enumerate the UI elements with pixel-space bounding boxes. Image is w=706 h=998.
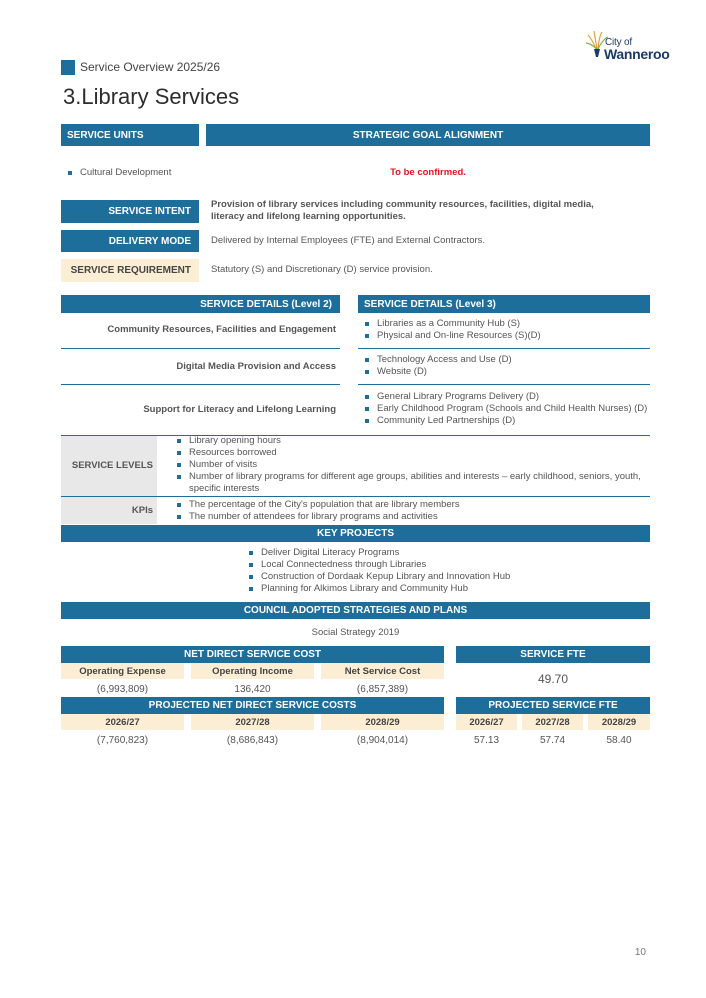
projected-fte-value-1: 57.13 <box>473 735 500 746</box>
service-fte-heading: SERVICE FTE <box>456 646 650 663</box>
strategic-goal-value: To be confirmed. <box>390 167 466 178</box>
page-title: 3.Library Services <box>63 84 240 109</box>
net-cost-header-net: Net Service Cost <box>321 663 444 679</box>
projected-cost-value-3: (8,904,014) <box>356 735 409 746</box>
service-overview-label: Service Overview 2025/26 <box>61 59 220 75</box>
delivery-mode-value: Delivered by Internal Employees (FTE) and External Contractors. <box>211 235 486 246</box>
list-item: Resources borrowed <box>175 447 645 459</box>
key-projects-heading: KEY PROJECTS <box>61 525 650 542</box>
projected-fte-value-3: 58.40 <box>606 735 632 746</box>
kpis-label: KPIs <box>131 505 153 516</box>
service-intent-label: SERVICE INTENT <box>61 200 199 223</box>
list-item: Early Childhood Program (Schools and Child Health Nurses) (D) <box>363 403 647 415</box>
list-item: General Library Programs Delivery (D) <box>363 391 647 403</box>
net-cost-header-expense: Operating Expense <box>61 663 184 679</box>
net-cost-value-income: 136,420 <box>234 684 271 695</box>
strategic-goal-heading: STRATEGIC GOAL ALIGNMENT <box>206 124 650 146</box>
list-item: Number of visits <box>175 459 645 471</box>
list-item: Website (D) <box>363 366 512 378</box>
projected-fte-header-1: 2026/27 <box>456 714 517 730</box>
list-item: Planning for Alkimos Library and Community Hub <box>247 583 510 595</box>
list-item: The percentage of the City's population that are library members <box>175 499 460 511</box>
projected-fte-header-3: 2028/29 <box>588 714 650 730</box>
service-levels-label: SERVICE LEVELS <box>71 460 153 471</box>
list-item: Construction of Dordaak Kepup Library and Innovation Hub <box>247 571 510 583</box>
list-item: Local Connectedness through Libraries <box>247 559 510 571</box>
divider <box>358 348 650 349</box>
projected-fte-value-2: 57.74 <box>539 735 566 746</box>
projected-cost-value-2: (8,686,843) <box>226 735 279 746</box>
details-level3-list-1 <box>363 318 541 342</box>
details-level2-row-2: Digital Media Provision and Access <box>176 361 336 372</box>
list-item: Libraries as a Community Hub (S) <box>363 318 541 330</box>
square-marker-icon <box>61 60 75 75</box>
details-level3-list-2 <box>363 354 512 378</box>
service-requirement-value: Statutory (S) and Discretionary (D) service provision. <box>211 264 433 275</box>
divider <box>358 384 650 385</box>
details-level3-list-3 <box>363 391 647 427</box>
projected-cost-header-2: 2027/28 <box>191 714 314 730</box>
service-levels-list <box>175 435 645 495</box>
kpis-list <box>175 499 460 523</box>
details-level2-row-3: Support for Literacy and Lifelong Learning <box>143 404 336 415</box>
projected-fte-heading: PROJECTED SERVICE FTE <box>456 697 650 714</box>
list-item: Number of library programs for different age groups, abilities and interests – early childhood, seniors, youth, specific interests <box>175 471 645 495</box>
divider <box>61 348 340 349</box>
service-fte-value: 49.70 <box>537 672 569 686</box>
projected-cost-header-1: 2026/27 <box>61 714 184 730</box>
projected-cost-header-3: 2028/29 <box>321 714 444 730</box>
service-units-heading: SERVICE UNITS <box>61 124 199 146</box>
net-cost-heading: NET DIRECT SERVICE COST <box>61 646 444 663</box>
service-units-list <box>66 167 171 179</box>
projected-cost-value-1: (7,760,823) <box>96 735 149 746</box>
projected-cost-heading: PROJECTED NET DIRECT SERVICE COSTS <box>61 697 444 714</box>
projected-fte-header-2: 2027/28 <box>522 714 583 730</box>
key-projects-list <box>247 547 510 595</box>
list-item: Cultural Development <box>66 167 171 179</box>
delivery-mode-label: DELIVERY MODE <box>61 230 199 252</box>
strategies-heading: COUNCIL ADOPTED STRATEGIES AND PLANS <box>61 602 650 619</box>
details-level2-row-1: Community Resources, Facilities and Engagement <box>107 324 336 335</box>
logo-text-city-of: City of <box>605 37 632 48</box>
net-cost-value-expense: (6,993,809) <box>96 684 149 695</box>
list-item: Deliver Digital Literacy Programs <box>247 547 510 559</box>
logo-text-wanneroo: Wanneroo <box>604 46 670 62</box>
service-requirement-label: SERVICE REQUIREMENT <box>61 259 199 282</box>
list-item: Physical and On-line Resources (S)(D) <box>363 330 541 342</box>
divider <box>61 384 340 385</box>
page-number: 10 <box>634 947 646 958</box>
service-intent-value: Provision of library services including community resources, facilities, digital media, literacy and lifelong learning opportunities. <box>211 199 594 222</box>
net-cost-value-net: (6,857,389) <box>356 684 409 695</box>
list-item: Community Led Partnerships (D) <box>363 415 647 427</box>
net-cost-header-income: Operating Income <box>191 663 314 679</box>
list-item: The number of attendees for library programs and activities <box>175 511 460 523</box>
list-item: Library opening hours <box>175 435 645 447</box>
service-details-level2-heading: SERVICE DETAILS (Level 2) <box>61 295 340 313</box>
list-item: Technology Access and Use (D) <box>363 354 512 366</box>
service-details-level3-heading: SERVICE DETAILS (Level 3) <box>358 295 650 313</box>
strategies-value: Social Strategy 2019 <box>311 627 400 638</box>
